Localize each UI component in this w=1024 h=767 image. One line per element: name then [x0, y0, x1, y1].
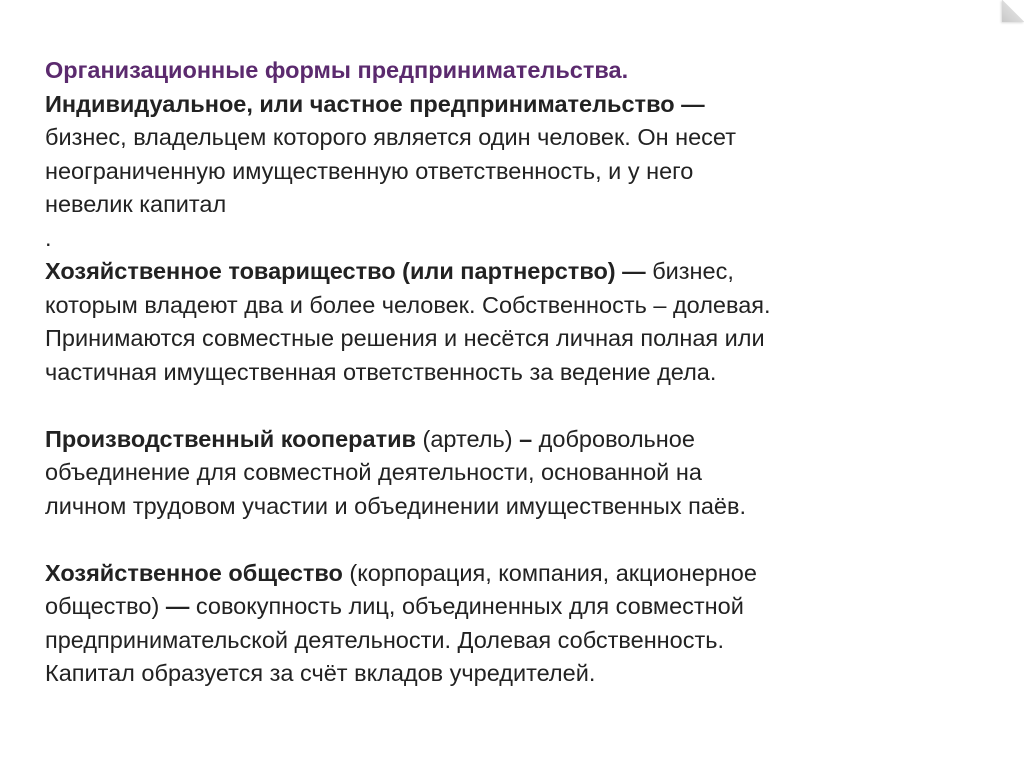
company-line-2 — [45, 590, 985, 624]
cooperative-term: Производственный кооператив — [45, 425, 416, 452]
cooperative-line-3: личном трудовом участии и объединении имущественных паёв. — [45, 492, 747, 519]
cooperative-line-1-rest: (артель) — [416, 425, 520, 452]
company-line-2-start: общество) — [45, 593, 166, 619]
partnership-line-1 — [45, 255, 985, 289]
individual-line-5: . — [45, 224, 52, 251]
slide-title: Организационные формы предпринимательства. — [45, 57, 629, 83]
partnership-line-3: Принимаются совместные решения и несётся личная полная или — [45, 325, 765, 351]
company-line-3: предпринимательской деятельности. Долевая собственность. — [45, 626, 725, 653]
partnership-line-1-rest: бизнес, — [645, 258, 734, 284]
cooperative-line-2: объединение для совместной деятельности, основанной на — [45, 459, 702, 485]
cooperative-dash: – — [519, 425, 533, 452]
page-corner-fold — [1002, 0, 1024, 22]
company-line-1-rest: (корпорация, компания, акционерное — [342, 559, 757, 586]
partnership-line-4: частичная имущественная ответственность за ведение дела. — [45, 358, 717, 385]
paragraph-gap — [45, 389, 985, 423]
individual-line-3: неограниченную имущественную ответственность, и у него — [45, 157, 694, 184]
partnership-line-2: которым владеют два и более человек. Собственность – долевая. — [45, 291, 771, 318]
paragraph-gap — [45, 523, 985, 557]
company-dash: — — [165, 593, 190, 619]
company-line-1 — [45, 557, 985, 591]
company-term: Хозяйственное общество — [45, 559, 343, 586]
cooperative-line-1-end: добровольное — [532, 425, 695, 452]
company-line-2-end: совокупность лиц, объединенных для совместной — [189, 593, 744, 619]
company-line-4: Капитал образуется за счёт вкладов учредителей. — [45, 660, 596, 686]
partnership-term: Хозяйственное товарищество (или партнерство) — — [45, 258, 646, 284]
slide-text-body — [45, 54, 985, 691]
cooperative-line-1 — [45, 423, 985, 457]
individual-line-2: бизнес, владельцем которого является один человек. Он несет — [45, 124, 736, 150]
individual-term: Индивидуальное, или частное предпринимательство — — [45, 90, 705, 117]
individual-line-4: невелик капитал — [45, 191, 227, 217]
